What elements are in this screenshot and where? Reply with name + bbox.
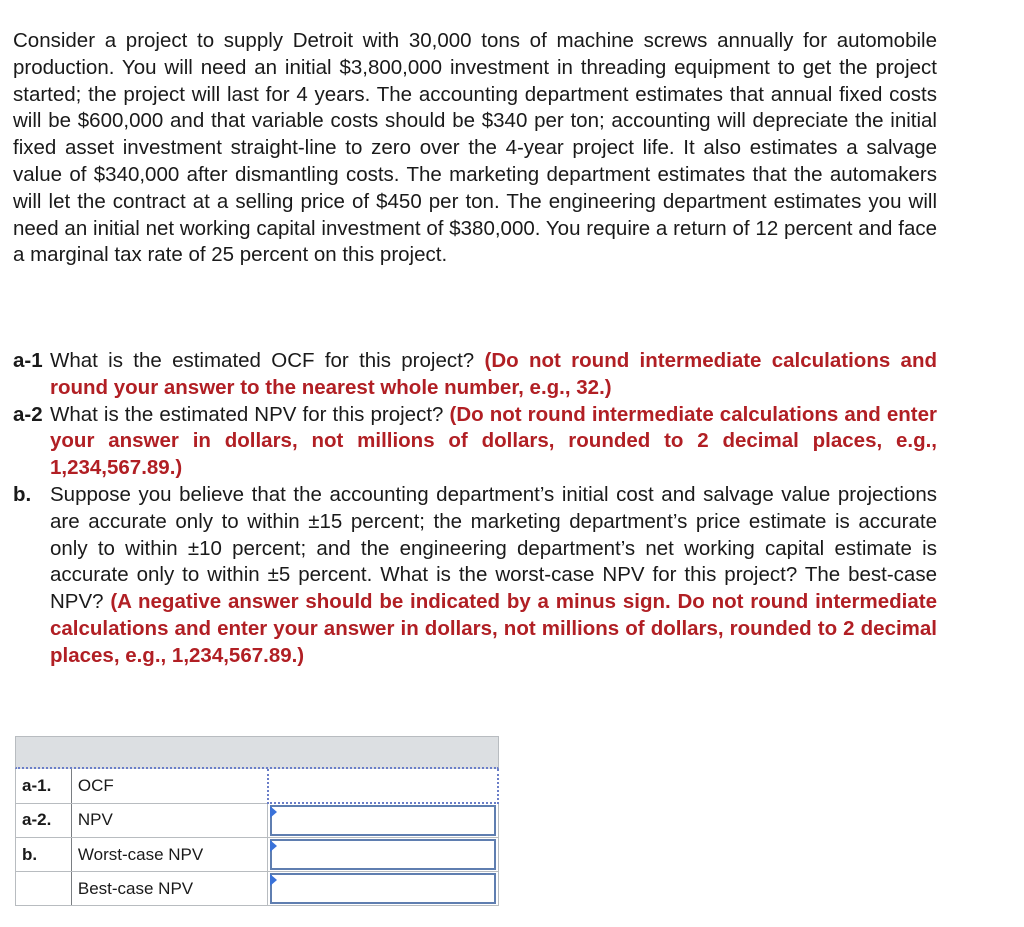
worst-case-npv-cell — [268, 838, 498, 872]
question-instruction: (Do not round intermediate calculations and enter your answer in dollars, not millions of dollars, rounded to 2 decimal places, e.g., 1,234,567.89.) — [50, 402, 937, 480]
npv-cell — [268, 803, 498, 838]
best-case-npv-cell — [268, 872, 498, 906]
question-body — [50, 402, 937, 482]
answer-flag-icon — [270, 840, 277, 852]
question-label: a-2 — [13, 402, 43, 426]
row-description: Best-case NPV — [71, 872, 267, 906]
question-body — [50, 482, 937, 670]
question-b — [13, 482, 937, 670]
table-row — [16, 838, 499, 872]
row-label — [16, 872, 72, 906]
question-a1 — [13, 348, 937, 402]
question-label: a-1 — [13, 349, 43, 372]
table-row — [16, 769, 499, 803]
question-instruction: (Do not round intermediate calculations and round your answer to the nearest whole number, e.g., 32.) — [50, 349, 937, 399]
answer-grid — [15, 769, 499, 906]
answer-table — [15, 736, 499, 906]
problem-text: Consider a project to supply Detroit with 30,000 tons of machine screws annually for automobile production. You will need an initial $3,800,000 investment in threading equipment to get the project started; the project will last for 4 years. The accounting department estimates that annual fixed costs will be $600,000 and that variable costs should be $340 per ton; accounting will depreciate the initial fixed asset investment straight-line to zero over the 4-year project life. It also estimates a salvage value of $340,000 after dismantling costs. The marketing department estimates that the automakers will let the contract at a selling price of $450 per ton. The engineering department estimates you will need an initial net working capital investment of $380,000. You require a return of 12 percent and face a marginal tax rate of 25 percent on this project. — [13, 29, 937, 267]
row-description: OCF — [71, 769, 267, 803]
question-text: What is the estimated OCF for this project? — [50, 349, 485, 372]
question-label: b. — [13, 482, 32, 506]
table-row — [16, 803, 499, 838]
ocf-input[interactable] — [271, 770, 495, 801]
question-text: What is the estimated NPV for this project? — [50, 402, 450, 426]
row-description: NPV — [71, 803, 267, 838]
best-case-npv-input[interactable] — [270, 873, 495, 904]
npv-input[interactable] — [270, 805, 495, 836]
table-row — [16, 872, 499, 906]
ocf-cell — [268, 769, 498, 803]
worst-case-npv-input[interactable] — [270, 839, 495, 870]
question-text: Suppose you believe that the accounting department’s initial cost and salvage value projections are accurate only to within ±15 percent; the marketing department’s price estimate is accurate only to within ±10 percent; and the engineering department’s net working capital estimate is accurate only to within ±5 percent. What is the worst-case NPV for this project? The best-case NPV? — [50, 482, 937, 614]
problem-statement — [13, 28, 937, 269]
row-label: a-1. — [16, 769, 72, 803]
row-label: b. — [16, 838, 72, 872]
question-body — [50, 348, 937, 402]
question-instruction: (A negative answer should be indicated by a minus sign. Do not round intermediate calculations and enter your answer in dollars, not millions of dollars, rounded to 2 decimal places, e.g., 1,234,567.89.) — [50, 590, 937, 667]
question-a2 — [13, 402, 937, 482]
answer-table-header — [15, 736, 499, 769]
row-description: Worst-case NPV — [71, 838, 267, 872]
row-label: a-2. — [16, 803, 72, 838]
answer-flag-icon — [270, 874, 277, 886]
question-list — [13, 348, 937, 670]
answer-flag-icon — [270, 806, 277, 818]
